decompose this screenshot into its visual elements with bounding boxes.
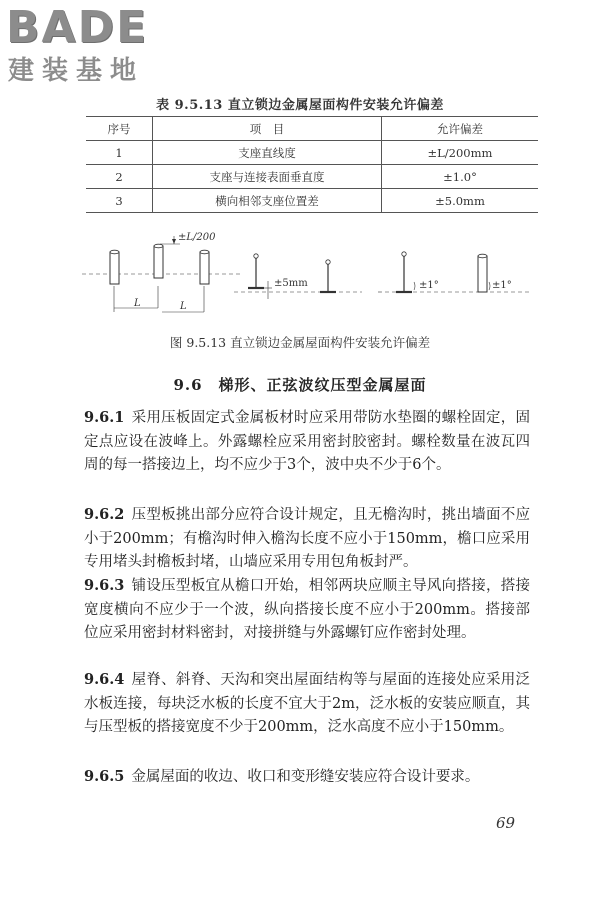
tolerance-diagram <box>82 226 532 316</box>
label-span-2: L <box>180 301 187 312</box>
clause-9-6-2 <box>84 503 530 575</box>
clause-9-6-1 <box>84 406 530 478</box>
support-post-3 <box>200 250 209 284</box>
support-post-1 <box>110 250 119 284</box>
page-number: 69 <box>496 814 516 832</box>
label-position: ±5mm <box>274 278 308 289</box>
table-header-row <box>86 117 538 141</box>
table-cell: ±1.0° <box>382 165 539 189</box>
clause-text: 屋脊、斜脊、天沟和突出屋面结构等与屋面的连接处应采用泛水板连接，每块泛水板的长度不宜大于2m，泛水板的安装应顺直，其与压型板的搭接宽度不少于200mm，泛水高度不应小于150mm。 <box>84 672 530 735</box>
angle-arc <box>489 282 490 290</box>
table-cell: ±L/200mm <box>382 141 539 165</box>
support-post-4 <box>478 254 487 292</box>
support-post-2 <box>154 244 163 278</box>
clause-text: 金属屋面的收边、收口和变形缝安装应符合设计要求。 <box>131 769 480 785</box>
clause-9-6-4 <box>84 668 530 740</box>
label-angle-1: ±1° <box>419 280 439 291</box>
column-header-item: 项 目 <box>153 117 382 141</box>
arrow-icon <box>172 239 176 244</box>
clip-support-2 <box>320 260 336 292</box>
table-cell: 2 <box>86 165 153 189</box>
clause-text: 采用压板固定式金属板材时应采用带防水垫圈的螺栓固定，固定点应设在波峰上。外露螺栓应采用密封胶密封。螺栓数量在波瓦四周的每一搭接边上，均不应少于3个，波中央不少于6个。 <box>84 410 530 473</box>
tolerance-table <box>86 116 538 213</box>
table-cell: ±5.0mm <box>382 189 539 213</box>
angle-arc <box>414 282 415 290</box>
label-span-1: L <box>134 298 141 309</box>
table-cell: 支座与连接表面垂直度 <box>153 165 382 189</box>
clause-number: 9.6.2 <box>84 506 125 523</box>
clause-text: 压型板挑出部分应符合设计规定，且无檐沟时，挑出墙面不应小于200mm；有檐沟时伸入檐沟长度不应小于150mm，檐口应采用专用堵头封檐板封堵，山墙应采用专用包角板封严。 <box>84 507 530 570</box>
table-cell: 横向相邻支座位置差 <box>153 189 382 213</box>
column-header-index: 序号 <box>86 117 153 141</box>
column-header-tolerance: 允许偏差 <box>382 117 539 141</box>
label-angle-2: ±1° <box>492 280 512 291</box>
clip-support-3 <box>396 252 412 292</box>
logo-subtitle: 建装基地 <box>8 56 145 86</box>
clause-9-6-3 <box>84 574 530 646</box>
logo-wordmark: BADE <box>6 2 149 53</box>
table-row <box>86 189 538 213</box>
clause-text: 铺设压型板宜从檐口开始，相邻两块应顺主导风向搭接，搭接宽度横向不应少于一个波，纵向搭接长度不应小于200mm。搭接部位应采用密封材料密封，对接拼缝与外露螺钉应作密封处理。 <box>84 578 530 641</box>
table-cell: 1 <box>86 141 153 165</box>
clause-number: 9.6.1 <box>84 409 125 426</box>
section-heading: 9.6 梯形、正弦波纹压型金属屋面 <box>173 376 427 394</box>
figure-caption: 图 9.5.13 直立锁边金属屋面构件安装允许偏差 <box>169 335 431 350</box>
table-cell: 3 <box>86 189 153 213</box>
clause-number: 9.6.3 <box>84 577 125 594</box>
table-cell: 支座直线度 <box>153 141 382 165</box>
clause-number: 9.6.4 <box>84 671 125 688</box>
table-row <box>86 141 538 165</box>
clip-support-1 <box>248 254 264 288</box>
clause-number: 9.6.5 <box>84 768 125 785</box>
clause-9-6-5 <box>84 765 530 790</box>
table-row <box>86 165 538 189</box>
label-straightness: ±L/200 <box>178 232 216 243</box>
table-title: 表 9.5.13 直立锁边金属屋面构件安装允许偏差 <box>156 98 444 113</box>
